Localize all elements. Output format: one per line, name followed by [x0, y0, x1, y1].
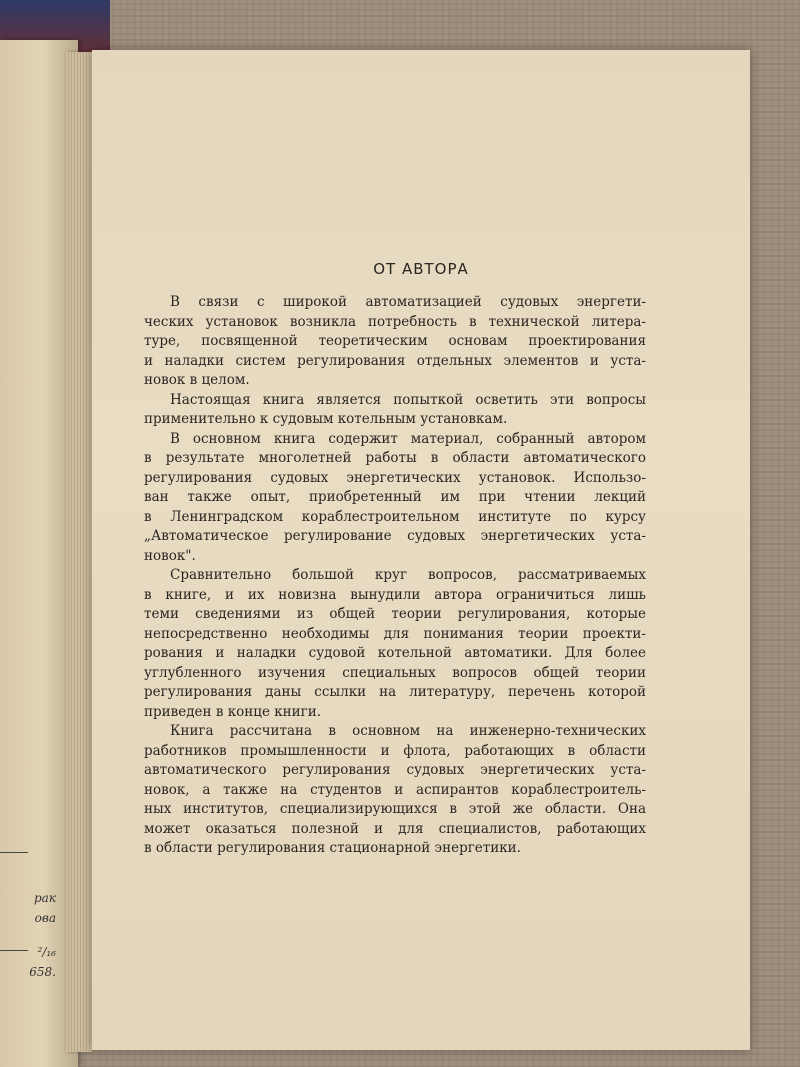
text-line: автоматического регулирования судовых энергетических уста- [144, 762, 646, 778]
text-line: Сравнительно большой круг вопросов, рассматриваемых [170, 567, 646, 583]
text-line: регулирования судовых энергетических установок. Использо- [144, 469, 646, 486]
text-line: в результате многолетней работы в области автоматического [144, 450, 646, 466]
text-line: рования и наладки судовой котельной автоматики. Для более [144, 645, 646, 661]
text-line: В связи с широкой автоматизацией судовых энергети- [170, 294, 646, 310]
text-line: Настоящая книга является попыткой осветить эти вопросы [170, 391, 646, 408]
text-line: ных институтов, специализирующихся в этой же области. Она [144, 801, 646, 817]
text-line: В основном книга содержит материал, собранный автором [170, 430, 646, 447]
page-stack [66, 52, 92, 1052]
text-line: может оказаться полезной и для специалистов, работающих [144, 820, 646, 837]
margin-rule [0, 950, 28, 951]
text-line: в области регулирования стационарной энергетики. [144, 840, 521, 856]
text-line: в Ленинградском кораблестроительном институте по курсу [144, 508, 646, 525]
text-line: ван также опыт, приобретенный им при чтении лекций [144, 489, 646, 505]
text-line: новок". [144, 547, 196, 564]
book-page [92, 50, 750, 1050]
margin-notes [0, 888, 60, 982]
margin-note: ова [34, 911, 56, 925]
margin-rule [0, 852, 28, 853]
text-line: туре, посвященной теоретическим основам проектирования [144, 333, 646, 349]
text-line: новок, а также на студентов и аспирантов кораблестроитель- [144, 781, 646, 798]
text-line: теми сведениями из общей теории регулирования, которые [144, 606, 646, 622]
text-line: регулирования даны ссылки на литературу, перечень которой [144, 684, 646, 700]
text-line: Книга рассчитана в основном на инженерно-технических [170, 723, 646, 739]
text-line: приведен в конце книги. [144, 703, 322, 720]
body-text [144, 293, 646, 859]
text-line: непосредственно необходимы для понимания теории проекти- [144, 625, 646, 642]
margin-note: рак [33, 891, 56, 905]
margin-note: 658. [29, 965, 56, 979]
page-title: ОТ АВТОРА [373, 260, 469, 278]
text-line: в книге, и их новизна вынудили автора ограничиться лишь [144, 586, 646, 603]
text-line: углубленного изучения специальных вопросов общей теории [144, 664, 646, 681]
margin-note: ²/₁₆ [37, 945, 56, 959]
text-line: работников промышленности и флота, работающих в области [144, 742, 646, 759]
text-line: новок в целом. [144, 372, 250, 388]
text-line: ческих установок возникла потребность в технической литера- [144, 313, 646, 330]
text-line: „Автоматическое регулирование судовых энергетических уста- [144, 528, 646, 544]
text-line: и наладки систем регулирования отдельных элементов и уста- [144, 352, 646, 369]
text-line: применительно к судовым котельным установкам. [144, 411, 508, 427]
